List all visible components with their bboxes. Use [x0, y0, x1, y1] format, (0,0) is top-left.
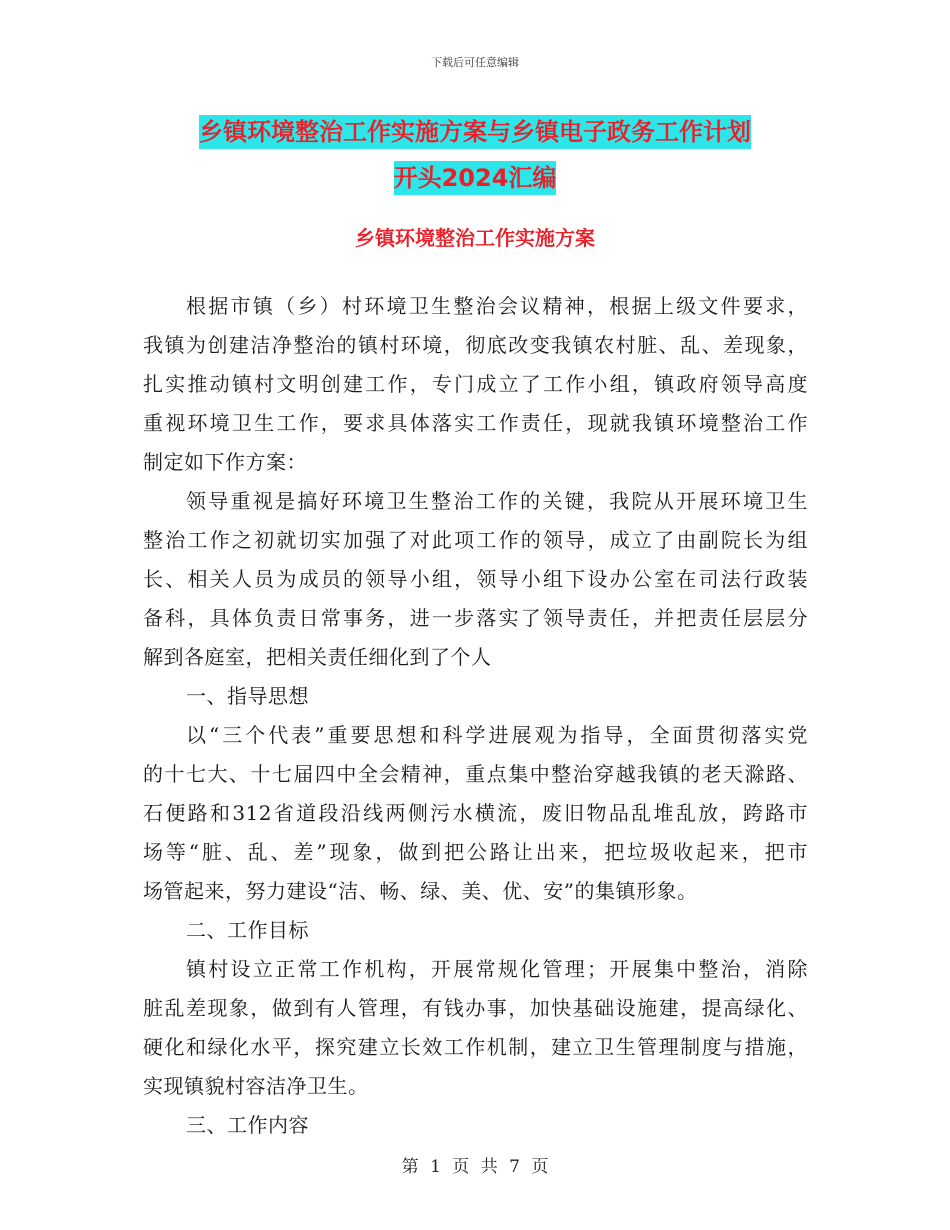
- paragraph-line: 根据市镇（乡）村环境卫生整治会议精神，根据上级文件要求，: [186, 294, 808, 318]
- section-heading: 三、工作内容: [186, 1113, 309, 1137]
- paragraph-line: 硬化和绿化水平，探究建立长效工作机制，建立卫生管理制度与措施，: [143, 1035, 808, 1059]
- paragraph-line: 整治工作之初就切实加强了对此项工作的领导，成立了由副院长为组: [143, 528, 808, 552]
- paragraph-line: 场管起来，努力建设“洁、畅、绿、美、优、安”的集镇形象。: [143, 879, 698, 903]
- paragraph-line: 实现镇貌村容洁净卫生。: [143, 1074, 369, 1098]
- paragraph-line: 重视环境卫生工作，要求具体落实工作责任，现就我镇环境整治工作: [143, 411, 808, 435]
- page-number: 第 1 页 共 7 页: [401, 1157, 549, 1177]
- paragraph-line: 解到各庭室，把相关责任细化到了个人: [143, 645, 492, 669]
- paragraph-line: 我镇为创建洁净整治的镇村环境，彻底改变我镇农村脏、乱、差现象，: [143, 333, 808, 357]
- paragraph-line: 以“三个代表”重要思想和科学进展观为指导，全面贯彻落实党: [186, 723, 808, 747]
- document-title-text-1: 乡镇环境整治工作实施方案与乡镇电子政务工作计划: [199, 115, 751, 149]
- paragraph-line: 场等“脏、乱、差”现象，做到把公路让出来，把垃圾收起来，把市: [143, 840, 808, 864]
- paragraph-line: 的十七大、十七届四中全会精神，重点集中整治穿越我镇的老天滁路、: [143, 762, 808, 786]
- paragraph-line: 备科，具体负责日常事务，进一步落实了领导责任，并把责任层层分: [143, 606, 808, 630]
- header-note: 下载后可任意编辑: [431, 56, 519, 69]
- section-heading: 二、工作目标: [186, 918, 309, 942]
- document-title-text-2: 开头2024汇编: [394, 161, 557, 195]
- paragraph-line: 石便路和312省道段沿线两侧污水横流，废旧物品乱堆乱放，跨路市: [143, 801, 808, 825]
- document-title-line-2: [0, 158, 950, 193]
- section-heading: 一、指导思想: [186, 684, 309, 708]
- paragraph-line: 领导重视是搞好环境卫生整治工作的关键，我院从开展环境卫生: [186, 489, 808, 513]
- paragraph-line: 长、相关人员为成员的领导小组，领导小组下设办公室在司法行政装: [143, 567, 808, 591]
- paragraph-line: 镇村设立正常工作机构，开展常规化管理；开展集中整治，消除: [186, 957, 808, 981]
- paragraph-line: 脏乱差现象，做到有人管理，有钱办事，加快基础设施建，提高绿化、: [143, 996, 808, 1020]
- paragraph-line: 扎实推动镇村文明创建工作，专门成立了工作小组，镇政府领导高度: [143, 372, 808, 396]
- paragraph-line: 制定如下作方案：: [143, 450, 307, 474]
- document-title-line-1: [0, 112, 950, 147]
- section-title: 乡镇环境整治工作实施方案: [355, 226, 595, 250]
